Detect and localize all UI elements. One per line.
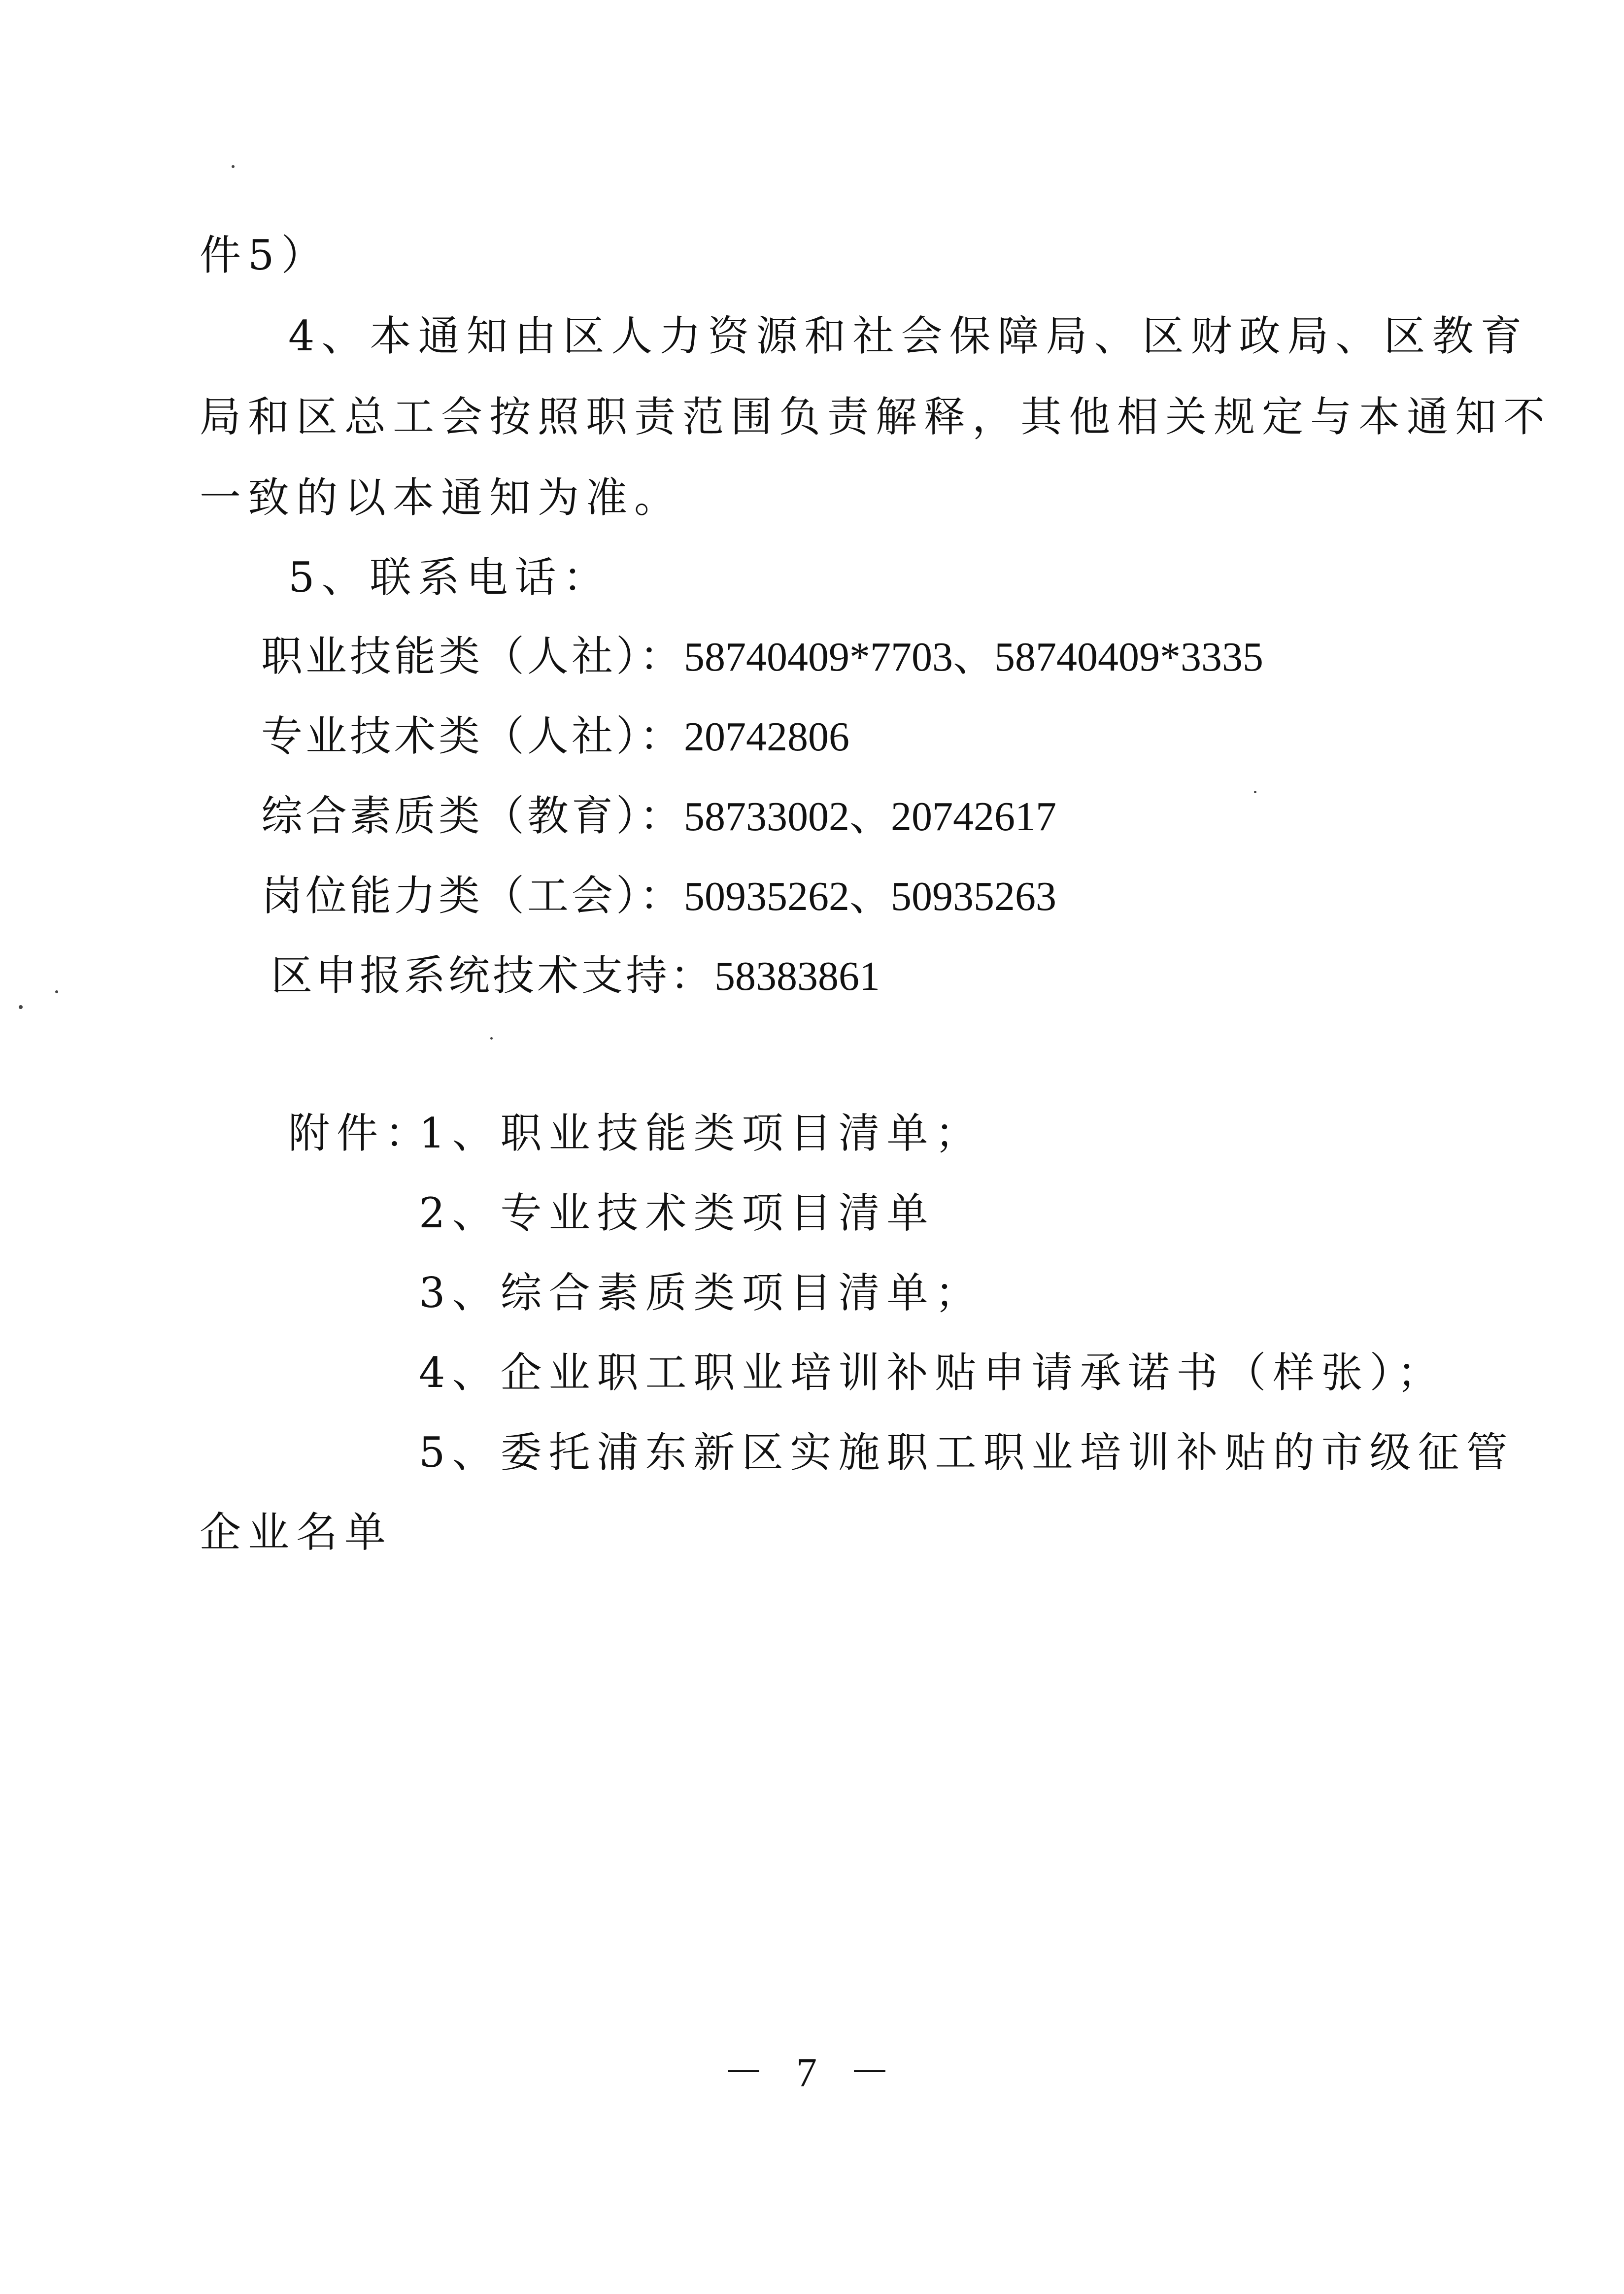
paragraph-4-line-2: 局和区总工会按照职责范围负责解释，其他相关规定与本通知不: [200, 393, 1552, 441]
contact-label: 综合素质类（教育）：: [261, 792, 684, 840]
scan-speck: [232, 165, 235, 168]
contact-number: 50935262、50935263: [684, 874, 1057, 919]
attachment-item-1: 1、职业技能类项目清单；: [419, 1109, 983, 1157]
contact-number: 20742806: [684, 714, 850, 760]
contact-label: 区申报系统技术支持：: [271, 951, 715, 1000]
attachment-item-4: 4、企业职工职业培训补贴申请承诺书（样张）；: [419, 1349, 1446, 1397]
scan-speck: [1254, 791, 1256, 793]
scan-speck: [19, 1005, 23, 1009]
attachment-item-5-continuation: 企业名单: [200, 1508, 393, 1556]
attachment-item-5: 5、委托浦东新区实施职工职业培训补贴的市级征管: [419, 1428, 1515, 1477]
contact-label: 岗位能力类（工会）：: [261, 872, 684, 920]
attachment-item-2: 2、专业技术类项目清单: [419, 1189, 935, 1237]
paragraph-continuation: 件5）: [200, 231, 330, 279]
contact-number: 58733002、20742617: [684, 794, 1057, 840]
contact-label: 职业技能类（人社）：: [261, 632, 684, 680]
attachments-label: 附件：: [288, 1109, 434, 1157]
contact-row-tech-support: [271, 951, 880, 1000]
contact-number: 58740409*7703、58740409*3335: [684, 634, 1264, 680]
contact-number: 58383861: [714, 953, 880, 999]
contact-row-comprehensive: [261, 792, 1057, 840]
paragraph-4-line-3: 一致的以本通知为准。: [200, 473, 683, 522]
contact-row-vocational: [261, 632, 1264, 680]
contact-label: 专业技术类（人社）：: [261, 712, 684, 760]
attachment-item-3: 3、综合素质类项目清单；: [419, 1269, 983, 1317]
contact-row-professional: [261, 712, 850, 760]
scan-speck: [55, 990, 58, 993]
scan-speck: [490, 1037, 493, 1040]
page-number: － 7 －: [722, 2050, 901, 2095]
paragraph-4-line-1: 4、本通知由区人力资源和社会保障局、区财政局、区教育: [288, 312, 1529, 360]
contact-heading: 5、联系电话：: [288, 553, 611, 602]
contact-row-post-ability: [261, 872, 1057, 920]
